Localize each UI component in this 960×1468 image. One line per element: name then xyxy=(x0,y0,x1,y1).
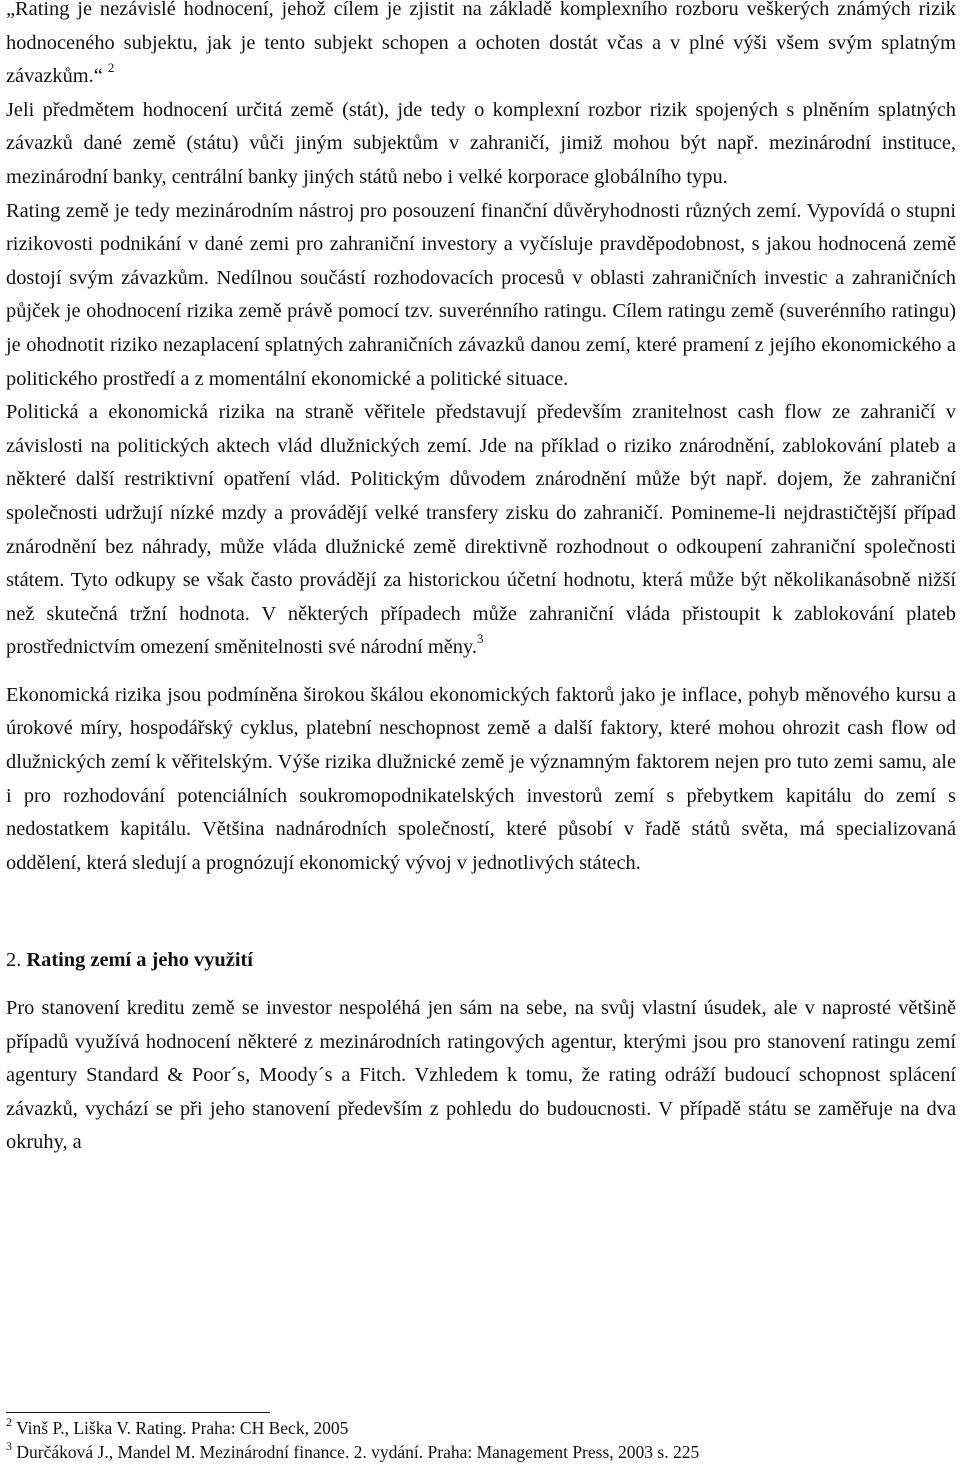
quote-paragraph xyxy=(6,0,956,94)
section-number: 2. xyxy=(6,949,22,972)
document-page xyxy=(6,0,956,1160)
footnote-text: Vinš P., Liška V. Rating. Praha: CH Beck, 2005 xyxy=(16,1418,349,1438)
political-risks-text: Politická a ekonomická rizika na straně věřitele představují především zranitelnost cash flow ze zahraničí v závislosti na politických aktech vlád dlužnických zemí. Jde na příklad o riziko znárodnění, zablokování plateb a některé další restriktivní opatření vlád. Politickým důvodem znárodnění může být např. dojem, že zahraniční společnosti udržují nízké mzdy a provádějí velké transfery zisku do zahraničí. Pomineme-li nejdrastičtější případ znárodnění bez náhrady, může vláda dlužnické země direktivně rozhodnout o odkoupení zahraniční společnosti státem. Tyto odkupy se však často provádějí za historickou účetní hodnotu, která může být několikanásobně nižší než skutečná tržní hodnota. V některých případech může zahraniční vláda přistoupit k zablokování plateb prostřednictvím omezení směnitelnosti své národní měny. xyxy=(6,401,956,659)
paragraph-country-rating: Jeli předmětem hodnocení určitá země (stát), jde tedy o komplexní rozbor rizik spojených s plněním splatných závazků dané země (státu) vůči jiným subjektům v zahraničí, jimiž mohou být např. mezinárodní instituce, mezinárodní banky, centrální banky jiných států nebo i velké korporace globálního typu. xyxy=(6,98,956,188)
paragraph-economic-risks: Ekonomická rizika jsou podmíněna širokou škálou ekonomických faktorů jako je inflace, pohyb měnového kursu a úrokové míry, hospodářský cyklus, platební neschopnost země a další faktory, které mohou ohrozit cash flow od dlužnických zemí k věřitelským. Výše rizika dlužnické země je významným faktorem nejen pro tuto zemi samu, ale i pro rozhodování potenciálních soukromopodnikatelských investorů zemí s přebytkem kapitálu do zemí s nedostatkem kapitálu. Většina nadnárodních společností, které působí v řadě států světa, má specializovaná oddělení, která sledují a prognózují ekonomický vývoj v jednotlivých státech. xyxy=(6,683,956,874)
footnote-ref-3: 3 xyxy=(476,631,484,647)
section-heading xyxy=(6,944,956,978)
footnote-text: Durčáková J., Mandel M. Mezinárodní finance. 2. vydání. Praha: Management Press, 2003 s. 225 xyxy=(16,1442,700,1462)
footnote-ref-2: 2 xyxy=(107,60,115,76)
footnote-divider xyxy=(6,1412,270,1413)
footnote-number: 3 xyxy=(6,1439,12,1454)
footnote-item xyxy=(6,1416,956,1440)
footnote-number: 2 xyxy=(6,1415,12,1430)
section-title: Rating zemí a jeho využití xyxy=(26,949,253,972)
footnotes xyxy=(6,1416,956,1464)
paragraph-credit-assessment: Pro stanovení kreditu země se investor nespoléhá jen sám na sebe, na svůj vlastní úsudek, ale v naprosté většině případů využívá hodnocení některé z mezinárodních ratingových agentur, kterými jsou pro stanovení ratingu zemí agentury Standard & Poor´s, Moody´s a Fitch. Vzhledem k tomu, že rating odráží budoucí schopnost splácení závazků, vychází se při jeho stanovení především z pohledu do budoucnosti. V případě státu se zaměřuje na dva okruhy, a xyxy=(6,997,956,1154)
paragraph-rating-instrument: Rating země je tedy mezinárodním nástroj pro posouzení finanční důvěryhodnosti různých zemí. Vypovídá o stupni rizikovosti podnikání v dané zemi pro zahraniční investory a vyčísluje pravděpodobnost, s jakou hodnocená země dostojí svým závazkům. Nedílnou součástí rozhodovacích procesů v oblasti zahraničních investic a zahraničních půjček je ohodnocení rizika země právě pomocí tzv. suverénního ratingu. Cílem ratingu země (suverénního ratingu) je ohodnotit riziko nezaplacení splatných zahraničních závazků danou zemí, které pramení z jejího ekonomického a politického prostředí a z momentální ekonomické a politické situace. xyxy=(6,199,956,390)
paragraph-political-risks xyxy=(6,396,956,665)
footnote-item xyxy=(6,1440,956,1464)
quote-text: „Rating je nezávislé hodnocení, jehož cílem je zjistit na základě komplexního rozboru veškerých známých rizik hodnoceného subjektu, jak je tento subjekt schopen a ochoten dostát včas a v plné výši všem svým splatným závazkům.“ xyxy=(6,0,956,88)
